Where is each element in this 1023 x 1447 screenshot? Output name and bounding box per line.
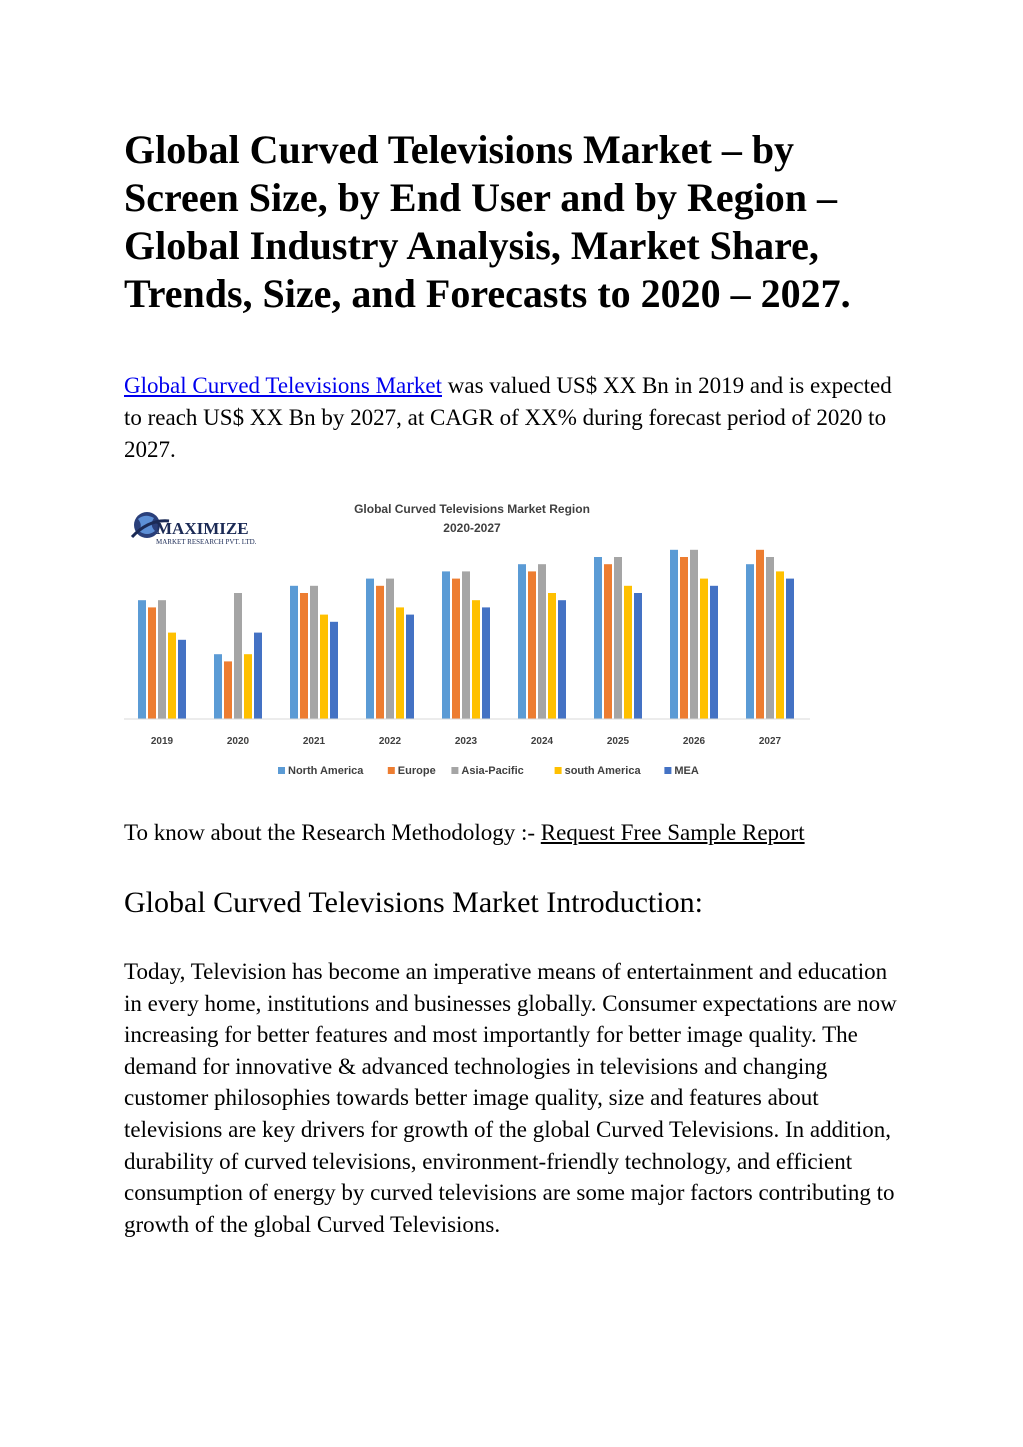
bar-south-america-2021 [320, 615, 328, 719]
bar-asia-pacific-2020 [234, 593, 242, 719]
intro-text: was valued US$ XX Bn in 2019 and is expected to reach US$ XX Bn by 2027, at CAGR of XX% during forecast period of 2020 to 2027. [124, 373, 892, 462]
bar-south-america-2020 [244, 654, 252, 719]
methodology-text: To know about the Research Methodology :- [124, 820, 541, 845]
x-tick-label: 2019 [150, 736, 174, 747]
bar-europe-2026 [680, 557, 688, 719]
intro-paragraph [124, 370, 894, 466]
bar-mea-2024 [558, 600, 566, 719]
bar-north-america-2026 [670, 550, 678, 719]
methodology-line [124, 817, 894, 848]
chart-title: Global Curved Televisions Market Region [354, 502, 590, 516]
bar-south-america-2025 [624, 586, 632, 719]
bar-asia-pacific-2027 [766, 557, 774, 719]
legend-label: North America [288, 765, 364, 777]
sample-report-link[interactable]: Request Free Sample Report [540, 820, 805, 845]
bar-europe-2027 [756, 550, 764, 719]
legend-swatch [664, 767, 671, 774]
legend-swatch [388, 767, 395, 774]
bar-europe-2023 [452, 579, 460, 719]
bar-mea-2023 [482, 607, 490, 719]
bar-south-america-2027 [776, 571, 784, 719]
bar-mea-2026 [710, 586, 718, 719]
legend-label: Asia-Pacific [461, 765, 524, 777]
bar-mea-2021 [330, 622, 338, 719]
bar-north-america-2021 [290, 586, 298, 719]
bar-asia-pacific-2025 [614, 557, 622, 719]
x-tick-label: 2024 [530, 736, 554, 747]
company-logo [129, 507, 289, 549]
x-tick-label: 2020 [226, 736, 250, 747]
market-link[interactable]: Global Curved Televisions Market [124, 373, 442, 398]
bar-north-america-2025 [594, 557, 602, 719]
bar-north-america-2022 [366, 579, 374, 719]
bar-mea-2019 [178, 640, 186, 719]
x-tick-label: 2023 [454, 736, 478, 747]
region-chart [124, 487, 824, 787]
x-tick-label: 2022 [378, 736, 402, 747]
bar-asia-pacific-2024 [538, 564, 546, 719]
legend-swatch [555, 767, 562, 774]
page-title: Global Curved Televisions Market – by Screen Size, by End User and by Region – Global Industry Analysis, Market Share, Trends, Size, and Forecasts to 2020 – 2027. [124, 127, 851, 316]
bar-europe-2025 [604, 564, 612, 719]
bar-south-america-2022 [396, 607, 404, 719]
bar-north-america-2024 [518, 564, 526, 719]
bar-mea-2027 [786, 579, 794, 719]
body-paragraph: Today, Television has become an imperative means of entertainment and education in every home, institutions and businesses globally. Consumer expectations are now increasing for better features and most importantly for better image quality. The demand for innovative & advanced technologies in televisions and changing customer philosophies towards better image quality, size and features about televisions are key drivers for growth of the global Curved Televisions. In addition, durability of curved televisions, environment-friendly technology, and efficient consumption of energy by curved televisions are some major factors contributing to growth of the global Curved Televisions. [124, 959, 897, 1237]
bar-mea-2025 [634, 593, 642, 719]
bar-europe-2022 [376, 586, 384, 719]
bar-north-america-2019 [138, 600, 146, 719]
legend-swatch [278, 767, 285, 774]
bar-asia-pacific-2023 [462, 571, 470, 719]
x-tick-label: 2021 [302, 736, 326, 747]
x-tick-label: 2025 [606, 736, 630, 747]
bar-asia-pacific-2019 [158, 600, 166, 719]
bar-mea-2022 [406, 615, 414, 719]
bar-north-america-2023 [442, 571, 450, 719]
x-tick-label: 2026 [682, 736, 706, 747]
bar-europe-2024 [528, 571, 536, 719]
bar-asia-pacific-2026 [690, 550, 698, 719]
x-tick-label: 2027 [758, 736, 782, 747]
legend-label: MEA [674, 765, 699, 777]
logo-name: MAXIMIZE [156, 519, 249, 538]
bar-south-america-2023 [472, 600, 480, 719]
bar-north-america-2020 [214, 654, 222, 719]
chart-subtitle: 2020-2027 [443, 521, 501, 535]
bar-asia-pacific-2022 [386, 579, 394, 719]
bar-south-america-2024 [548, 593, 556, 719]
bar-south-america-2026 [700, 579, 708, 719]
section-heading: Global Curved Televisions Market Introduction: [124, 886, 703, 919]
bar-europe-2020 [224, 661, 232, 719]
bar-mea-2020 [254, 633, 262, 719]
bar-europe-2021 [300, 593, 308, 719]
logo-subtitle: MARKET RESEARCH PVT. LTD. [156, 538, 257, 546]
bar-south-america-2019 [168, 633, 176, 719]
legend-label: Europe [397, 765, 436, 777]
legend-swatch [451, 767, 458, 774]
legend-label: south America [564, 765, 641, 777]
bar-asia-pacific-2021 [310, 586, 318, 719]
bar-north-america-2027 [746, 564, 754, 719]
bar-europe-2019 [148, 607, 156, 719]
